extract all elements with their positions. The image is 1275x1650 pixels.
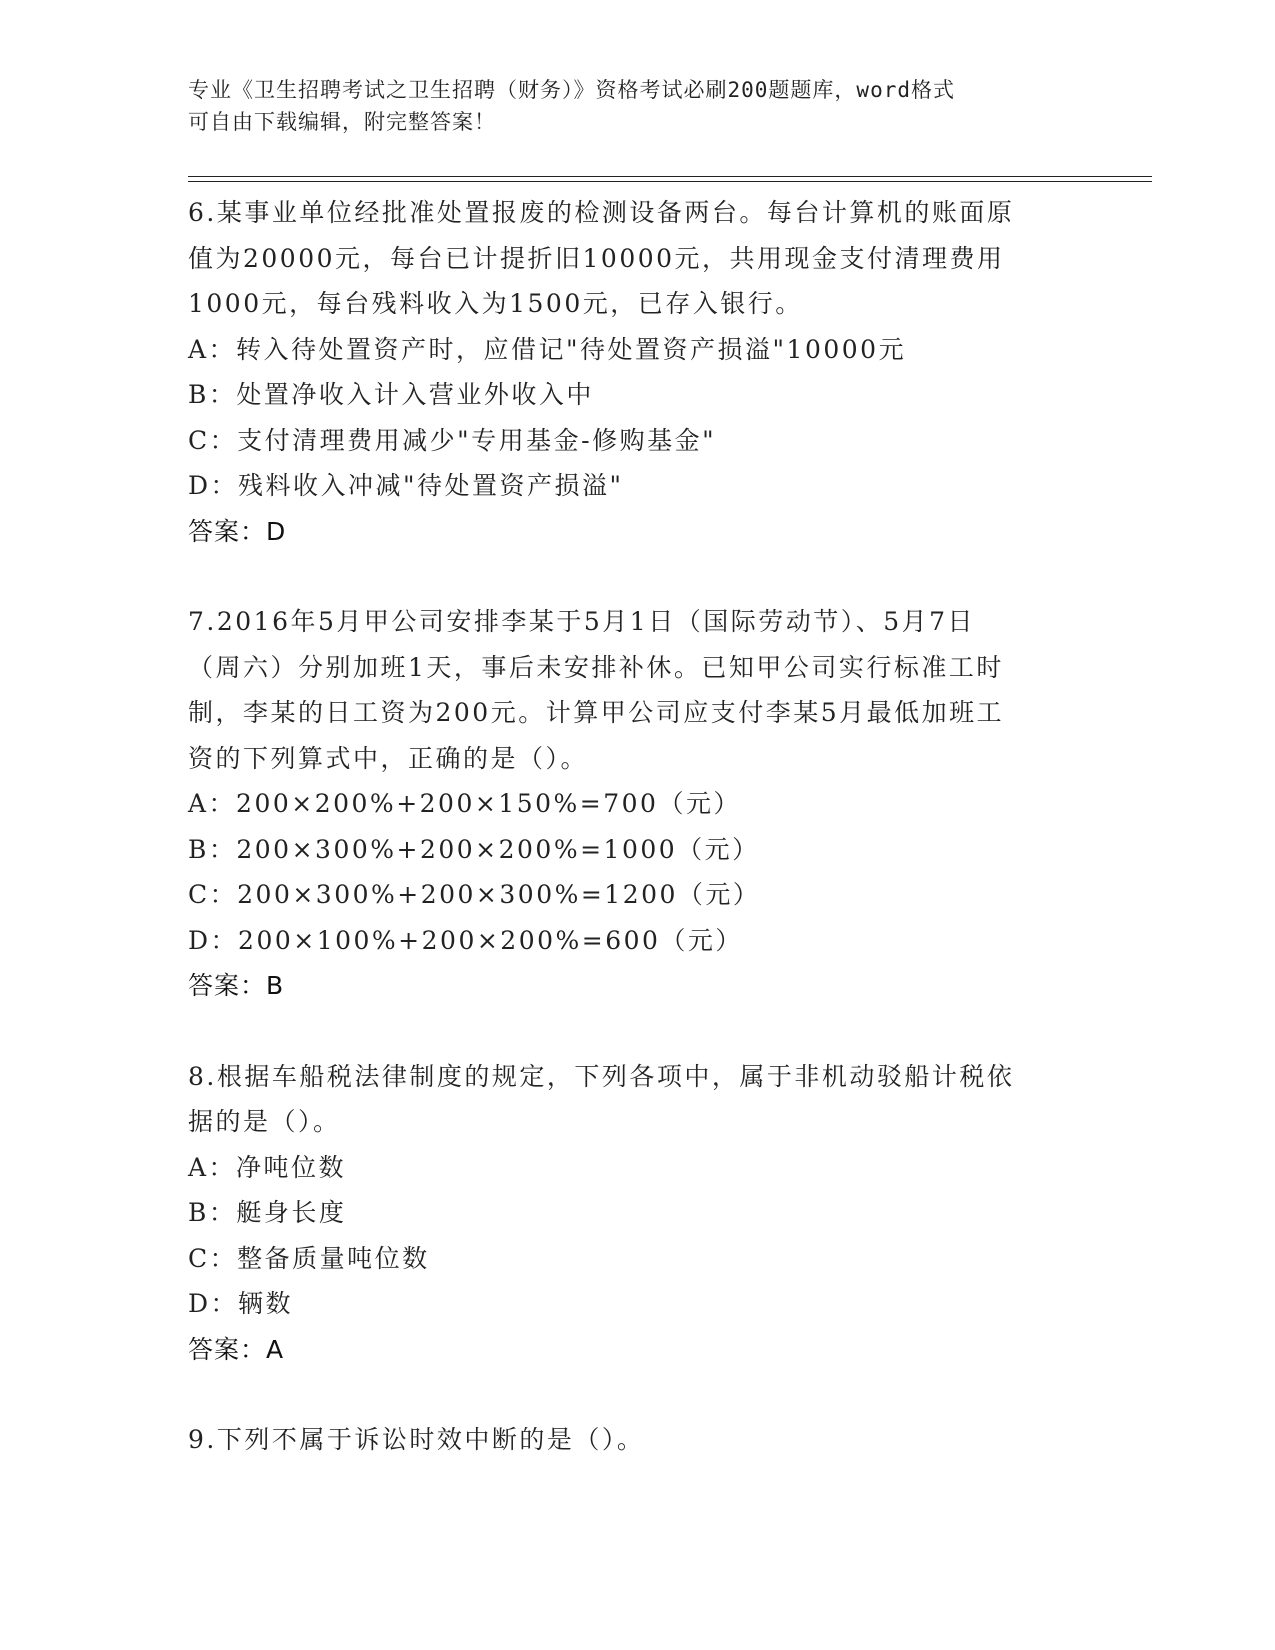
question-text-line: 据的是（）。 bbox=[188, 1107, 341, 1136]
question-list bbox=[188, 190, 1088, 1463]
option-c: C：支付清理费用减少"专用基金-修购基金" bbox=[188, 425, 717, 455]
question-text-line: 资的下列算式中，正确的是（）。 bbox=[188, 743, 589, 773]
header-line-1: 专业《卫生招聘考试之卫生招聘（财务）》资格考试必刷200题题库，word格式 bbox=[188, 78, 955, 102]
question-7 bbox=[188, 599, 1088, 1009]
option-d: D：200×100%+200×200%=600（元） bbox=[188, 925, 743, 955]
answer-label: 答案：D bbox=[188, 516, 287, 546]
option-d: D：残料收入冲减"待处置资产损溢" bbox=[188, 471, 624, 500]
question-text-line: 制，李某的日工资为200元。计算甲公司应支付李某5月最低加班工 bbox=[188, 698, 1005, 727]
question-text-line: 6.某事业单位经批准处置报废的检测设备两台。每台计算机的账面原 bbox=[188, 198, 1015, 227]
question-spacer bbox=[188, 1009, 1088, 1054]
option-c: C：200×300%+200×300%=1200（元） bbox=[188, 880, 761, 909]
question-spacer bbox=[188, 554, 1088, 599]
header-divider-bottom bbox=[188, 181, 1152, 182]
option-b: B：200×300%+200×200%=1000（元） bbox=[188, 834, 760, 864]
answer-label: 答案：A bbox=[188, 1334, 285, 1364]
answer-label: 答案：B bbox=[188, 971, 285, 1000]
option-b: B：处置净收入计入营业外收入中 bbox=[188, 380, 594, 409]
option-c: C：整备质量吨位数 bbox=[188, 1243, 430, 1273]
question-text-line: 值为20000元，每台已计提折旧10000元，共用现金支付清理费用 bbox=[188, 243, 1005, 273]
option-a: A：净吨位数 bbox=[188, 1152, 347, 1182]
option-d: D：辆数 bbox=[188, 1289, 294, 1318]
question-6 bbox=[188, 190, 1088, 554]
question-spacer bbox=[188, 1372, 1088, 1417]
question-text-line: 1000元，每台残料收入为1500元，已存入银行。 bbox=[188, 289, 803, 318]
document-header bbox=[188, 74, 1068, 138]
option-b: B：艇身长度 bbox=[188, 1198, 347, 1227]
option-a: A：200×200%+200×150%=700（元） bbox=[188, 789, 741, 818]
header-divider-top bbox=[188, 176, 1152, 177]
question-9 bbox=[188, 1417, 1088, 1463]
question-text-line: 9.下列不属于诉讼时效中断的是（）。 bbox=[188, 1425, 645, 1454]
header-line-2: 可自由下载编辑，附完整答案！ bbox=[188, 110, 496, 134]
question-text-line: 8.根据车船税法律制度的规定，下列各项中，属于非机动驳船计税依 bbox=[188, 1061, 1015, 1091]
option-a: A：转入待处置资产时，应借记"待处置资产损溢"10000元 bbox=[188, 334, 907, 364]
question-text-line: （周六）分别加班1天，事后未安排补休。已知甲公司实行标准工时 bbox=[188, 652, 1004, 682]
question-text-line: 7.2016年5月甲公司安排李某于5月1日（国际劳动节）、5月7日 bbox=[188, 607, 976, 636]
question-8 bbox=[188, 1054, 1088, 1373]
